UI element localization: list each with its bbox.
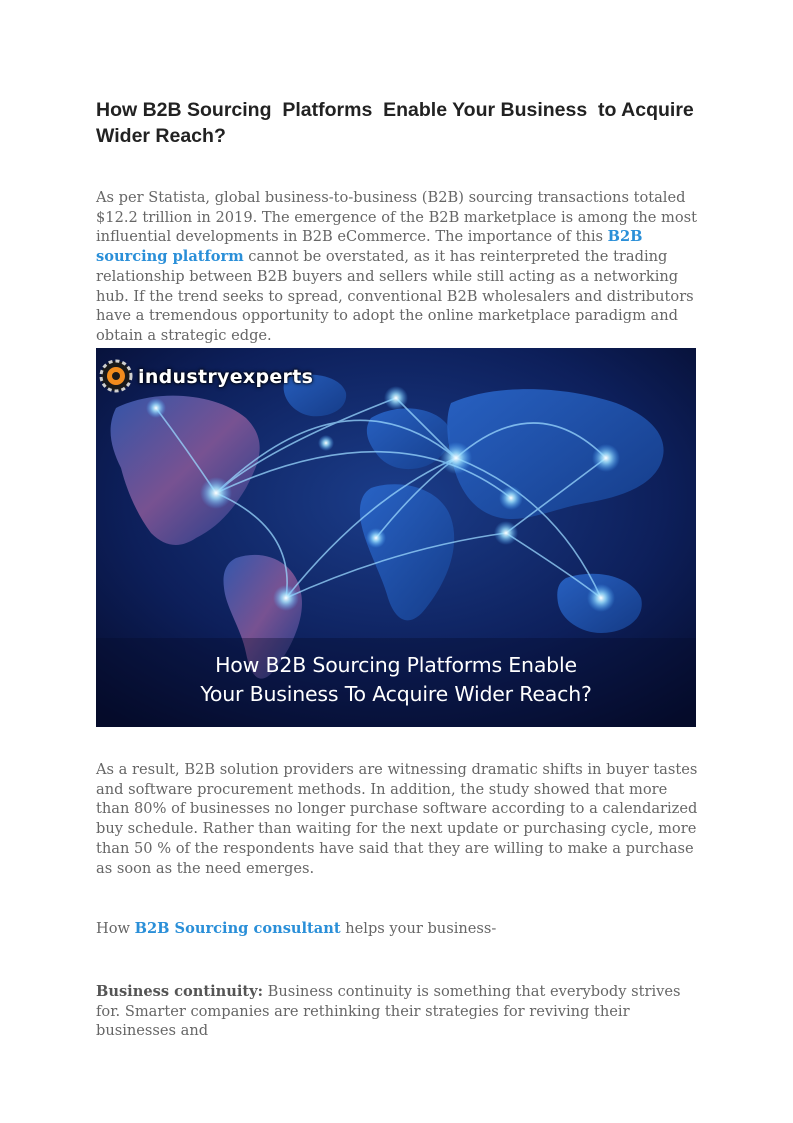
consultant-line — [96, 919, 701, 939]
intro-text-after-link: cannot be overstated, as it has reinterpreted the trading relationship between B2B buyers and sellers while still acting as a networking hub. If the trend seeks to spread, conventional B2B wholesalers and distributors have a tremendous opportunity to adopt the online marketplace paradigm and obtain a strategic edge. — [96, 248, 694, 344]
hero-logo-text: industryexperts — [138, 366, 314, 388]
business-continuity-paragraph — [96, 982, 701, 1041]
intro-paragraph — [96, 188, 701, 346]
hero-caption-line-2: Your Business To Acquire Wider Reach? — [200, 682, 592, 706]
page-title: How B2B Sourcing Platforms Enable Your Business to Acquire Wider Reach? — [96, 99, 705, 147]
b2b-sourcing-consultant-link[interactable]: B2B Sourcing consultant — [134, 920, 341, 937]
result-paragraph: As a result, B2B solution providers are witnessing dramatic shifts in buyer tastes and software procurement methods. In addition, the study showed that more than 80% of businesses no longer purchase software according to a calendarized buy schedule. Rather than waiting for the next update or purchasing cycle, more than 50 % of the respondents have said that they are willing to make a purchase as soon as the need emerges. — [96, 761, 698, 877]
b2b-sourcing-platform-link[interactable]: B2B sourcing platform — [96, 228, 643, 266]
intro-text-before-link: As per Statista, global business-to-business (B2B) sourcing transactions totaled $12.2 trillion in 2019. The emergence of the B2B marketplace is among the most influential developments in B2B eCommerce. The importance of this — [96, 189, 697, 246]
hero-image — [96, 348, 696, 727]
consultant-prefix: How — [96, 920, 135, 937]
business-continuity-label: Business continuity: — [96, 983, 264, 1000]
industryexperts-gear-icon — [101, 361, 131, 391]
consultant-suffix: helps your business- — [340, 920, 497, 937]
business-continuity-text: Business continuity is something that everybody strives for. Smarter companies are rethinking their strategies for reviving their businesses and — [96, 983, 681, 1040]
hero-caption-line-1: How B2B Sourcing Platforms Enable — [215, 653, 577, 677]
